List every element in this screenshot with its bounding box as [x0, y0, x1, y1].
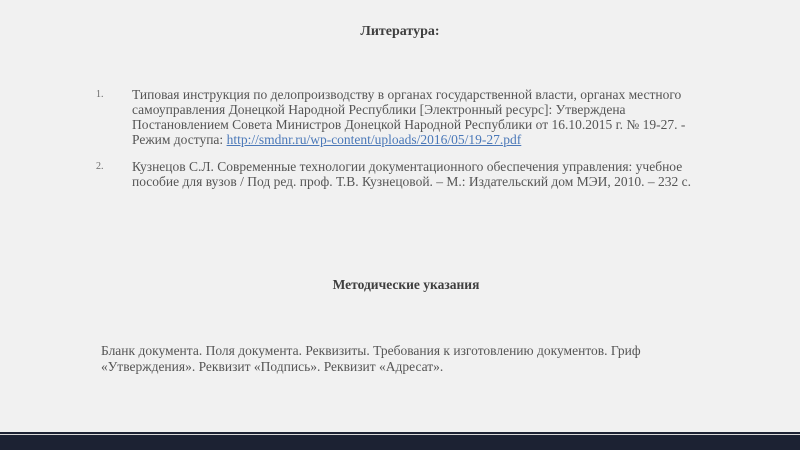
bottom-divider: [0, 434, 800, 435]
reference-item: [96, 159, 696, 189]
references-list: [96, 87, 696, 189]
reference-number: 2.: [96, 161, 104, 172]
reference-text: Кузнецов С.Л. Современные технологии документационного обеспечения управления: учебное пособие для вузов / Под ред. проф. Т.В. Кузнецовой. – М.: Издательский дом МЭИ, 2010. – 232 с.: [132, 159, 691, 189]
bottom-bar: [0, 432, 800, 450]
references-title: Литература:: [360, 24, 440, 39]
methodical-text: Бланк документа. Поля документа. Реквизиты. Требования к изготовлению документов. Гриф «Утверждения». Реквизит «Подпись». Реквизит «Адресат».: [101, 343, 641, 374]
reference-text: Типовая инструкция по делопроизводству в органах государственной власти, органах местного самоуправления Донецкой Народной Республики [Электронный ресурс]: Утверждена Постановлением Совета Министров Донецкой Народной Республики от 16.10.2015 г. № 19-27. - Режим доступа:: [132, 87, 686, 147]
reference-link[interactable]: http://smdnr.ru/wp-content/uploads/2016/05/19-27.pdf: [226, 132, 522, 147]
methodical-title: Методические указания: [332, 277, 480, 292]
reference-item: [96, 87, 696, 147]
reference-number: 1.: [96, 89, 104, 100]
